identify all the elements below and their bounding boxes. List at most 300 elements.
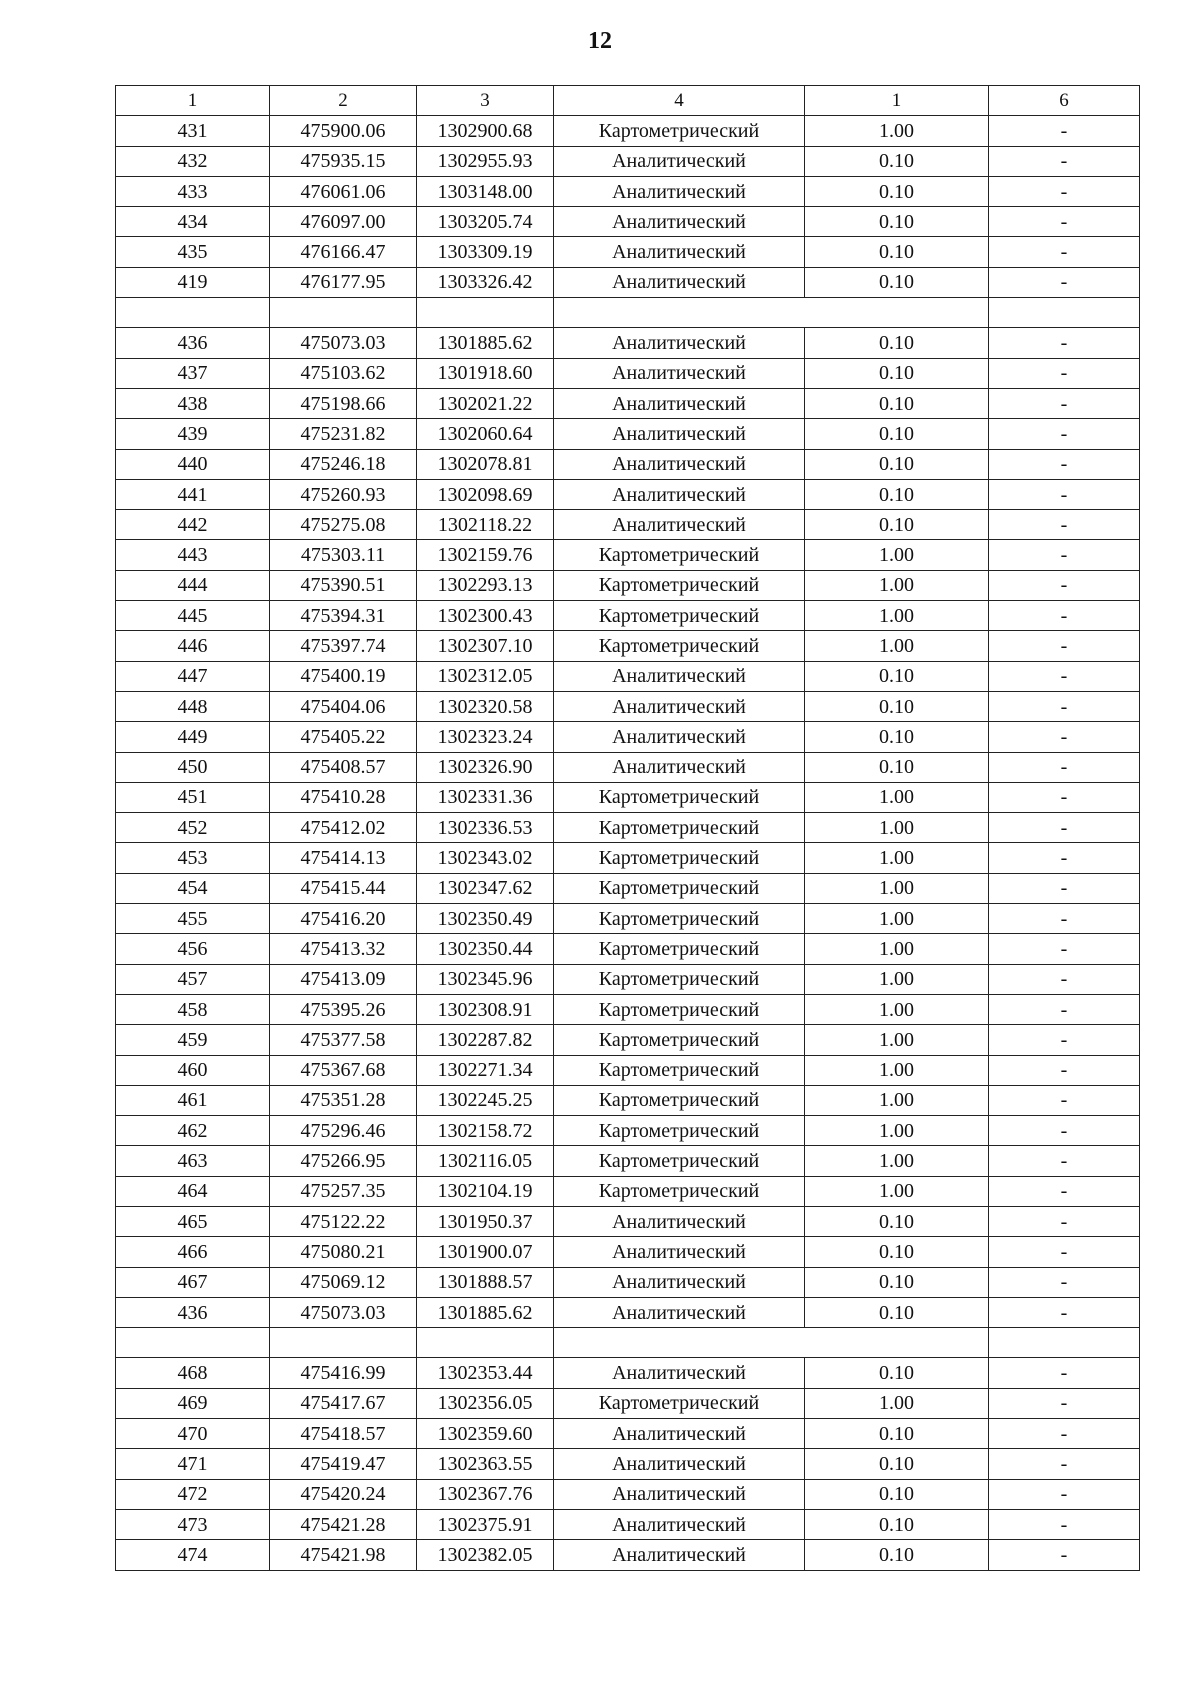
table-cell: - bbox=[989, 994, 1140, 1024]
table-cell: - bbox=[989, 1267, 1140, 1297]
empty-cell bbox=[116, 1328, 270, 1358]
table-cell: - bbox=[989, 1479, 1140, 1509]
table-cell: 1.00 bbox=[805, 570, 989, 600]
table-row bbox=[116, 691, 1140, 721]
table-cell: 456 bbox=[116, 934, 270, 964]
table-cell: 1302021.22 bbox=[417, 388, 554, 418]
table-cell: Аналитический bbox=[554, 328, 805, 358]
empty-cell bbox=[554, 298, 989, 328]
table-cell: 475367.68 bbox=[270, 1055, 417, 1085]
table-cell: - bbox=[989, 934, 1140, 964]
table-cell: 0.10 bbox=[805, 1509, 989, 1539]
table-row bbox=[116, 1509, 1140, 1539]
table-cell: 1302159.76 bbox=[417, 540, 554, 570]
table-cell: 1302331.36 bbox=[417, 782, 554, 812]
table-cell: 475303.11 bbox=[270, 540, 417, 570]
table-cell: 475198.66 bbox=[270, 388, 417, 418]
table-cell: 0.10 bbox=[805, 176, 989, 206]
table-cell: 475296.46 bbox=[270, 1116, 417, 1146]
table-cell: 442 bbox=[116, 510, 270, 540]
table-cell: - bbox=[989, 1449, 1140, 1479]
table-cell: 475395.26 bbox=[270, 994, 417, 1024]
empty-cell bbox=[116, 298, 270, 328]
table-row bbox=[116, 510, 1140, 540]
table-cell: 475416.99 bbox=[270, 1358, 417, 1388]
table-cell: 437 bbox=[116, 358, 270, 388]
table-cell: Аналитический bbox=[554, 237, 805, 267]
table-cell: 419 bbox=[116, 267, 270, 297]
table-cell: 475410.28 bbox=[270, 782, 417, 812]
table-cell: 475351.28 bbox=[270, 1085, 417, 1115]
table-cell: Картометрический bbox=[554, 782, 805, 812]
table-cell: - bbox=[989, 176, 1140, 206]
table-cell: - bbox=[989, 1509, 1140, 1539]
table-cell: 0.10 bbox=[805, 328, 989, 358]
table-cell: 1.00 bbox=[805, 116, 989, 146]
table-cell: 475394.31 bbox=[270, 601, 417, 631]
table-cell: 446 bbox=[116, 631, 270, 661]
table-cell: Картометрический bbox=[554, 1146, 805, 1176]
table-cell: 475377.58 bbox=[270, 1025, 417, 1055]
table-cell: 475069.12 bbox=[270, 1267, 417, 1297]
table-cell: 1302359.60 bbox=[417, 1419, 554, 1449]
table-cell: 0.10 bbox=[805, 358, 989, 388]
empty-cell bbox=[989, 298, 1140, 328]
table-row bbox=[116, 752, 1140, 782]
table-cell: 434 bbox=[116, 207, 270, 237]
table-cell: - bbox=[989, 1206, 1140, 1236]
table-cell: Картометрический bbox=[554, 843, 805, 873]
table-cell: 462 bbox=[116, 1116, 270, 1146]
table-cell: - bbox=[989, 1297, 1140, 1327]
table-cell: Аналитический bbox=[554, 176, 805, 206]
table-header-row bbox=[116, 86, 1140, 116]
table-row bbox=[116, 722, 1140, 752]
table-cell: 466 bbox=[116, 1237, 270, 1267]
table-cell: - bbox=[989, 1116, 1140, 1146]
table-cell: 472 bbox=[116, 1479, 270, 1509]
table-cell: 433 bbox=[116, 176, 270, 206]
table-cell: Аналитический bbox=[554, 510, 805, 540]
table-cell: 441 bbox=[116, 479, 270, 509]
table-cell: 463 bbox=[116, 1146, 270, 1176]
table-cell: 465 bbox=[116, 1206, 270, 1236]
table-cell: 0.10 bbox=[805, 449, 989, 479]
table-cell: - bbox=[989, 207, 1140, 237]
table-cell: 1302350.44 bbox=[417, 934, 554, 964]
table-cell: 447 bbox=[116, 661, 270, 691]
table-cell: Аналитический bbox=[554, 419, 805, 449]
table-cell: 436 bbox=[116, 328, 270, 358]
table-cell: Аналитический bbox=[554, 1206, 805, 1236]
table-cell: 1.00 bbox=[805, 1085, 989, 1115]
table-cell: - bbox=[989, 1540, 1140, 1570]
table-cell: Аналитический bbox=[554, 358, 805, 388]
table-cell: 1.00 bbox=[805, 904, 989, 934]
table-cell: 431 bbox=[116, 116, 270, 146]
table-cell: 475421.98 bbox=[270, 1540, 417, 1570]
empty-cell bbox=[417, 1328, 554, 1358]
table-cell: 1302356.05 bbox=[417, 1388, 554, 1418]
table-cell: Аналитический bbox=[554, 661, 805, 691]
table-cell: - bbox=[989, 843, 1140, 873]
coordinates-table-container bbox=[115, 85, 1139, 1571]
table-cell: 1.00 bbox=[805, 1388, 989, 1418]
table-cell: 469 bbox=[116, 1388, 270, 1418]
column-header: 1 bbox=[805, 86, 989, 116]
table-row bbox=[116, 873, 1140, 903]
table-cell: 1302367.76 bbox=[417, 1479, 554, 1509]
table-row bbox=[116, 479, 1140, 509]
table-cell: 1301918.60 bbox=[417, 358, 554, 388]
table-cell: 1303309.19 bbox=[417, 237, 554, 267]
table-cell: 475073.03 bbox=[270, 1297, 417, 1327]
table-cell: 476177.95 bbox=[270, 267, 417, 297]
table-cell: 0.10 bbox=[805, 1479, 989, 1509]
table-cell: 1302363.55 bbox=[417, 1449, 554, 1479]
table-cell: Картометрический bbox=[554, 601, 805, 631]
table-cell: - bbox=[989, 479, 1140, 509]
table-cell: 0.10 bbox=[805, 419, 989, 449]
table-cell: 443 bbox=[116, 540, 270, 570]
table-cell: - bbox=[989, 570, 1140, 600]
table-cell: 475418.57 bbox=[270, 1419, 417, 1449]
table-cell: Аналитический bbox=[554, 267, 805, 297]
table-cell: 451 bbox=[116, 782, 270, 812]
table-cell: 1301885.62 bbox=[417, 1297, 554, 1327]
table-cell: - bbox=[989, 1388, 1140, 1418]
table-cell: 0.10 bbox=[805, 1237, 989, 1267]
table-cell: 475080.21 bbox=[270, 1237, 417, 1267]
table-cell: Аналитический bbox=[554, 388, 805, 418]
table-cell: 452 bbox=[116, 813, 270, 843]
table-cell: Картометрический bbox=[554, 1025, 805, 1055]
table-cell: 453 bbox=[116, 843, 270, 873]
table-separator-row bbox=[116, 1328, 1140, 1358]
table-cell: 1.00 bbox=[805, 934, 989, 964]
table-cell: 1302382.05 bbox=[417, 1540, 554, 1570]
table-cell: 1302158.72 bbox=[417, 1116, 554, 1146]
table-row bbox=[116, 631, 1140, 661]
table-cell: 475412.02 bbox=[270, 813, 417, 843]
table-cell: 475404.06 bbox=[270, 691, 417, 721]
table-cell: 449 bbox=[116, 722, 270, 752]
column-header: 4 bbox=[554, 86, 805, 116]
table-cell: 1302116.05 bbox=[417, 1146, 554, 1176]
table-cell: - bbox=[989, 631, 1140, 661]
table-cell: 0.10 bbox=[805, 267, 989, 297]
table-cell: 1302104.19 bbox=[417, 1176, 554, 1206]
table-cell: 0.10 bbox=[805, 1267, 989, 1297]
table-cell: - bbox=[989, 116, 1140, 146]
table-row bbox=[116, 1116, 1140, 1146]
table-cell: 439 bbox=[116, 419, 270, 449]
table-cell: - bbox=[989, 146, 1140, 176]
table-cell: 475260.93 bbox=[270, 479, 417, 509]
table-cell: 475415.44 bbox=[270, 873, 417, 903]
table-row bbox=[116, 116, 1140, 146]
table-body bbox=[116, 116, 1140, 1570]
table-row bbox=[116, 358, 1140, 388]
empty-cell bbox=[270, 1328, 417, 1358]
table-cell: 1.00 bbox=[805, 964, 989, 994]
table-cell: 476097.00 bbox=[270, 207, 417, 237]
table-cell: 1302293.13 bbox=[417, 570, 554, 600]
table-cell: - bbox=[989, 1237, 1140, 1267]
table-cell: 1302347.62 bbox=[417, 873, 554, 903]
table-cell: 0.10 bbox=[805, 237, 989, 267]
table-cell: - bbox=[989, 419, 1140, 449]
column-header: 2 bbox=[270, 86, 417, 116]
table-cell: Картометрический bbox=[554, 1116, 805, 1146]
table-cell: Аналитический bbox=[554, 1449, 805, 1479]
table-row bbox=[116, 1055, 1140, 1085]
table-cell: 1.00 bbox=[805, 540, 989, 570]
table-cell: 475231.82 bbox=[270, 419, 417, 449]
table-cell: 475421.28 bbox=[270, 1509, 417, 1539]
table-cell: 0.10 bbox=[805, 1206, 989, 1236]
table-row bbox=[116, 843, 1140, 873]
table-cell: 448 bbox=[116, 691, 270, 721]
table-cell: 475257.35 bbox=[270, 1176, 417, 1206]
table-cell: 0.10 bbox=[805, 661, 989, 691]
table-row bbox=[116, 1479, 1140, 1509]
table-cell: 1.00 bbox=[805, 873, 989, 903]
table-cell: 458 bbox=[116, 994, 270, 1024]
table-cell: 457 bbox=[116, 964, 270, 994]
table-cell: 0.10 bbox=[805, 691, 989, 721]
empty-cell bbox=[417, 298, 554, 328]
table-row bbox=[116, 1206, 1140, 1236]
table-cell: Картометрический bbox=[554, 631, 805, 661]
table-cell: 475419.47 bbox=[270, 1449, 417, 1479]
table-cell: Аналитический bbox=[554, 1267, 805, 1297]
table-row bbox=[116, 176, 1140, 206]
table-row bbox=[116, 328, 1140, 358]
table-cell: Аналитический bbox=[554, 479, 805, 509]
table-cell: 0.10 bbox=[805, 146, 989, 176]
table-cell: 475400.19 bbox=[270, 661, 417, 691]
table-cell: 1302955.93 bbox=[417, 146, 554, 176]
table-cell: Аналитический bbox=[554, 207, 805, 237]
table-cell: 1302118.22 bbox=[417, 510, 554, 540]
table-cell: - bbox=[989, 358, 1140, 388]
table-cell: 475413.32 bbox=[270, 934, 417, 964]
table-cell: 475408.57 bbox=[270, 752, 417, 782]
table-cell: 1302350.49 bbox=[417, 904, 554, 934]
table-cell: Аналитический bbox=[554, 1509, 805, 1539]
table-cell: 1.00 bbox=[805, 1146, 989, 1176]
table-cell: - bbox=[989, 1358, 1140, 1388]
table-cell: 1303205.74 bbox=[417, 207, 554, 237]
table-cell: Аналитический bbox=[554, 752, 805, 782]
table-cell: 1.00 bbox=[805, 1116, 989, 1146]
table-cell: - bbox=[989, 1085, 1140, 1115]
table-cell: 0.10 bbox=[805, 1358, 989, 1388]
table-cell: 1302343.02 bbox=[417, 843, 554, 873]
table-row bbox=[116, 388, 1140, 418]
table-cell: 475073.03 bbox=[270, 328, 417, 358]
table-cell: 1302312.05 bbox=[417, 661, 554, 691]
table-cell: 470 bbox=[116, 1419, 270, 1449]
table-row bbox=[116, 601, 1140, 631]
table-cell: 1302900.68 bbox=[417, 116, 554, 146]
table-cell: Аналитический bbox=[554, 146, 805, 176]
table-cell: 475417.67 bbox=[270, 1388, 417, 1418]
table-cell: 1301900.07 bbox=[417, 1237, 554, 1267]
table-cell: 1302308.91 bbox=[417, 994, 554, 1024]
column-header: 3 bbox=[417, 86, 554, 116]
table-cell: 475246.18 bbox=[270, 449, 417, 479]
table-cell: 0.10 bbox=[805, 1419, 989, 1449]
table-cell: 0.10 bbox=[805, 1297, 989, 1327]
table-cell: 1301888.57 bbox=[417, 1267, 554, 1297]
table-cell: - bbox=[989, 964, 1140, 994]
table-cell: 432 bbox=[116, 146, 270, 176]
table-cell: Картометрический bbox=[554, 1388, 805, 1418]
table-cell: - bbox=[989, 328, 1140, 358]
table-cell: Аналитический bbox=[554, 1237, 805, 1267]
table-cell: Картометрический bbox=[554, 570, 805, 600]
table-cell: 1302323.24 bbox=[417, 722, 554, 752]
table-cell: 1.00 bbox=[805, 1025, 989, 1055]
table-cell: 1302307.10 bbox=[417, 631, 554, 661]
table-row bbox=[116, 994, 1140, 1024]
table-cell: 1302271.34 bbox=[417, 1055, 554, 1085]
table-cell: 0.10 bbox=[805, 207, 989, 237]
table-row bbox=[116, 207, 1140, 237]
table-cell: - bbox=[989, 1025, 1140, 1055]
page-number: 12 bbox=[588, 28, 612, 54]
table-row bbox=[116, 419, 1140, 449]
table-cell: Аналитический bbox=[554, 449, 805, 479]
table-cell: 0.10 bbox=[805, 1449, 989, 1479]
table-cell: 1302326.90 bbox=[417, 752, 554, 782]
table-cell: 445 bbox=[116, 601, 270, 631]
table-cell: - bbox=[989, 267, 1140, 297]
table-cell: 0.10 bbox=[805, 752, 989, 782]
table-cell: 475413.09 bbox=[270, 964, 417, 994]
table-row bbox=[116, 1358, 1140, 1388]
table-cell: 0.10 bbox=[805, 1540, 989, 1570]
table-cell: 460 bbox=[116, 1055, 270, 1085]
table-cell: 1302287.82 bbox=[417, 1025, 554, 1055]
table-cell: 475420.24 bbox=[270, 1479, 417, 1509]
table-cell: - bbox=[989, 1146, 1140, 1176]
table-cell: - bbox=[989, 1176, 1140, 1206]
table-row bbox=[116, 1540, 1140, 1570]
table-row bbox=[116, 1176, 1140, 1206]
table-cell: 1302336.53 bbox=[417, 813, 554, 843]
table-cell: - bbox=[989, 237, 1140, 267]
empty-cell bbox=[989, 1328, 1140, 1358]
table-cell: 444 bbox=[116, 570, 270, 600]
table-cell: 1.00 bbox=[805, 601, 989, 631]
table-cell: 461 bbox=[116, 1085, 270, 1115]
table-cell: 475900.06 bbox=[270, 116, 417, 146]
table-cell: 455 bbox=[116, 904, 270, 934]
table-cell: 475103.62 bbox=[270, 358, 417, 388]
table-row bbox=[116, 813, 1140, 843]
table-cell: 0.10 bbox=[805, 510, 989, 540]
table-cell: 475416.20 bbox=[270, 904, 417, 934]
table-cell: 467 bbox=[116, 1267, 270, 1297]
table-cell: 1.00 bbox=[805, 813, 989, 843]
table-cell: Картометрический bbox=[554, 904, 805, 934]
table-cell: Аналитический bbox=[554, 722, 805, 752]
table-cell: - bbox=[989, 540, 1140, 570]
table-cell: - bbox=[989, 661, 1140, 691]
table-row bbox=[116, 1025, 1140, 1055]
empty-cell bbox=[270, 298, 417, 328]
table-cell: Аналитический bbox=[554, 1297, 805, 1327]
table-cell: 1303326.42 bbox=[417, 267, 554, 297]
table-cell: 1.00 bbox=[805, 631, 989, 661]
table-cell: 474 bbox=[116, 1540, 270, 1570]
table-cell: - bbox=[989, 510, 1140, 540]
table-row bbox=[116, 1449, 1140, 1479]
table-cell: Картометрический bbox=[554, 813, 805, 843]
table-cell: 450 bbox=[116, 752, 270, 782]
table-cell: - bbox=[989, 782, 1140, 812]
table-separator-row bbox=[116, 298, 1140, 328]
table-cell: Аналитический bbox=[554, 1540, 805, 1570]
table-cell: 459 bbox=[116, 1025, 270, 1055]
table-cell: 468 bbox=[116, 1358, 270, 1388]
table-row bbox=[116, 782, 1140, 812]
table-row bbox=[116, 661, 1140, 691]
table-cell: - bbox=[989, 601, 1140, 631]
table-cell: 1.00 bbox=[805, 782, 989, 812]
table-cell: 1302098.69 bbox=[417, 479, 554, 509]
table-cell: 1.00 bbox=[805, 994, 989, 1024]
table-cell: 475405.22 bbox=[270, 722, 417, 752]
table-row bbox=[116, 1267, 1140, 1297]
table-cell: Картометрический bbox=[554, 934, 805, 964]
table-cell: 475266.95 bbox=[270, 1146, 417, 1176]
table-cell: 476166.47 bbox=[270, 237, 417, 267]
table-cell: 475390.51 bbox=[270, 570, 417, 600]
table-cell: 475122.22 bbox=[270, 1206, 417, 1236]
table-row bbox=[116, 904, 1140, 934]
table-cell: Картометрический bbox=[554, 116, 805, 146]
column-header: 6 bbox=[989, 86, 1140, 116]
table-cell: 0.10 bbox=[805, 479, 989, 509]
table-cell: Картометрический bbox=[554, 873, 805, 903]
table-row bbox=[116, 1237, 1140, 1267]
table-cell: 476061.06 bbox=[270, 176, 417, 206]
table-cell: 1.00 bbox=[805, 843, 989, 873]
table-cell: - bbox=[989, 873, 1140, 903]
table-cell: 454 bbox=[116, 873, 270, 903]
table-row bbox=[116, 934, 1140, 964]
table-cell: 1302060.64 bbox=[417, 419, 554, 449]
table-row bbox=[116, 237, 1140, 267]
table-cell: Аналитический bbox=[554, 691, 805, 721]
table-cell: 471 bbox=[116, 1449, 270, 1479]
table-cell: - bbox=[989, 449, 1140, 479]
table-cell: 1302353.44 bbox=[417, 1358, 554, 1388]
column-header: 1 bbox=[116, 86, 270, 116]
table-row bbox=[116, 449, 1140, 479]
table-cell: 473 bbox=[116, 1509, 270, 1539]
table-row bbox=[116, 570, 1140, 600]
table-row bbox=[116, 964, 1140, 994]
table-cell: 464 bbox=[116, 1176, 270, 1206]
table-row bbox=[116, 146, 1140, 176]
table-cell: 475397.74 bbox=[270, 631, 417, 661]
table-cell: - bbox=[989, 722, 1140, 752]
